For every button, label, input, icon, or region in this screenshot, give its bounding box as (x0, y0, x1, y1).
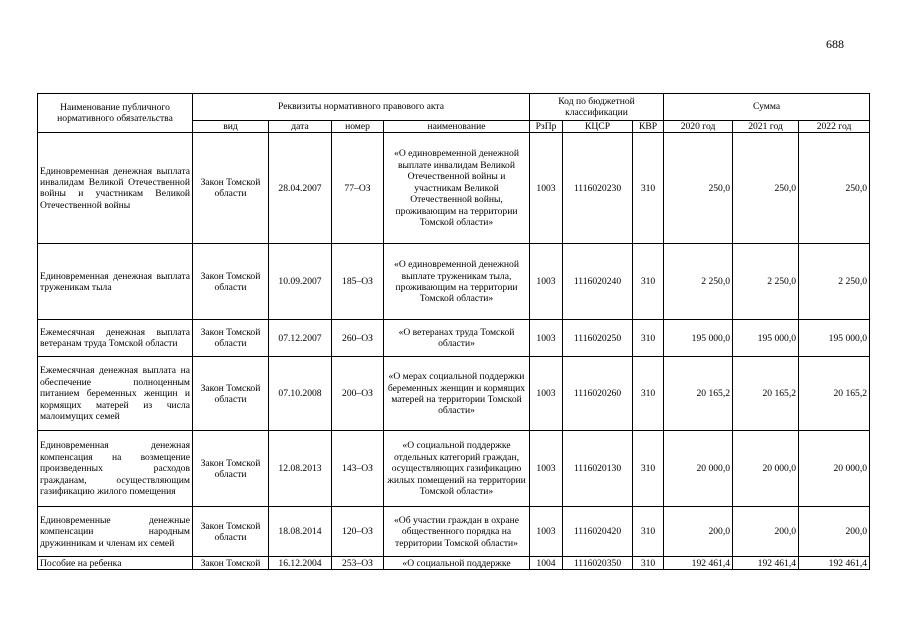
sum-2020-cell: 250,0 (664, 133, 733, 244)
kcsr-cell: 1116020230 (563, 133, 633, 244)
rzpr-cell: 1003 (530, 357, 563, 431)
kvr-cell: 310 (633, 357, 664, 431)
sum-2021-cell: 192 461,4 (733, 557, 799, 570)
header-kvr: КВР (633, 121, 664, 133)
act-kind-cell: Закон Томской области (193, 431, 269, 507)
sum-2022-cell: 20 165,2 (799, 357, 870, 431)
sum-2021-cell: 20 165,2 (733, 357, 799, 431)
act-kind-cell: Закон Томской области (193, 357, 269, 431)
act-number-cell: 185–ОЗ (332, 244, 384, 320)
header-act-group: Реквизиты нормативного правового акта (193, 94, 530, 121)
obligation-cell: Пособие на ребенка (38, 557, 193, 570)
budget-obligations-table (37, 93, 870, 570)
kcsr-cell: 1116020260 (563, 357, 633, 431)
rzpr-cell: 1004 (530, 557, 563, 570)
table-row (38, 244, 870, 320)
kcsr-cell: 1116020420 (563, 507, 633, 557)
act-kind-cell: Закон Томской области (193, 133, 269, 244)
sum-2020-cell: 200,0 (664, 507, 733, 557)
sum-2020-cell: 20 165,2 (664, 357, 733, 431)
header-name: наименование (384, 121, 530, 133)
sum-2022-cell: 20 000,0 (799, 431, 870, 507)
kcsr-cell: 1116020240 (563, 244, 633, 320)
sum-2021-cell: 200,0 (733, 507, 799, 557)
header-2021: 2021 год (733, 121, 799, 133)
rzpr-cell: 1003 (530, 244, 563, 320)
sum-2020-cell: 195 000,0 (664, 320, 733, 357)
kvr-cell: 310 (633, 431, 664, 507)
sum-2021-cell: 20 000,0 (733, 431, 799, 507)
header-2022: 2022 год (799, 121, 870, 133)
act-name-cell: «О социальной поддержке отдельных категорий граждан, осуществляющих газификацию жилых помещений на территории Томской области» (384, 431, 530, 507)
table-row (38, 357, 870, 431)
act-name-cell: «Об участии граждан в охране общественного порядка на территории Томской области» (384, 507, 530, 557)
obligation-cell: Единовременная денежная компенсация на возмещение произведенных расходов гражданам, осуществляющим газификацию жилого помещения (38, 431, 193, 507)
sum-2020-cell: 20 000,0 (664, 431, 733, 507)
act-kind-cell: Закон Томской области (193, 507, 269, 557)
sum-2022-cell: 250,0 (799, 133, 870, 244)
obligation-cell: Единовременная денежная выплата инвалидам Великой Отечественной войны и участникам Великой Отечественной войны (38, 133, 193, 244)
obligation-cell: Ежемесячная денежная выплата ветеранам труда Томской области (38, 320, 193, 357)
rzpr-cell: 1003 (530, 133, 563, 244)
sum-2021-cell: 195 000,0 (733, 320, 799, 357)
header-kcsr: КЦСР (563, 121, 633, 133)
sum-2021-cell: 250,0 (733, 133, 799, 244)
kvr-cell: 310 (633, 244, 664, 320)
table-row (38, 320, 870, 357)
act-date-cell: 10.09.2007 (269, 244, 332, 320)
sum-2022-cell: 2 250,0 (799, 244, 870, 320)
act-kind-cell: Закон Томской области (193, 320, 269, 357)
header-kind: вид (193, 121, 269, 133)
table-row (38, 557, 870, 570)
header-2020: 2020 год (664, 121, 733, 133)
act-number-cell: 77–ОЗ (332, 133, 384, 244)
act-date-cell: 12.08.2013 (269, 431, 332, 507)
act-kind-cell: Закон Томской (193, 557, 269, 570)
act-date-cell: 18.08.2014 (269, 507, 332, 557)
kcsr-cell: 1116020350 (563, 557, 633, 570)
kcsr-cell: 1116020130 (563, 431, 633, 507)
act-number-cell: 143–ОЗ (332, 431, 384, 507)
obligation-cell: Ежемесячная денежная выплата на обеспечение полноценным питанием беременных женщин и кормящих матерей из числа малоимущих семей (38, 357, 193, 431)
rzpr-cell: 1003 (530, 431, 563, 507)
header-number: номер (332, 121, 384, 133)
act-date-cell: 07.12.2007 (269, 320, 332, 357)
act-name-cell: «О единовременной денежной выплате труженикам тыла, проживающим на территории Томской области» (384, 244, 530, 320)
kcsr-cell: 1116020250 (563, 320, 633, 357)
obligation-cell: Единовременные денежные компенсации народным дружинникам и членам их семей (38, 507, 193, 557)
sum-2020-cell: 192 461,4 (664, 557, 733, 570)
rzpr-cell: 1003 (530, 507, 563, 557)
act-kind-cell: Закон Томской области (193, 244, 269, 320)
rzpr-cell: 1003 (530, 320, 563, 357)
sum-2022-cell: 195 000,0 (799, 320, 870, 357)
table-row (38, 133, 870, 244)
act-number-cell: 200–ОЗ (332, 357, 384, 431)
act-name-cell: «О мерах социальной поддержки беременных женщин и кормящих матерей на территории Томской области» (384, 357, 530, 431)
table-row (38, 431, 870, 507)
act-number-cell: 260–ОЗ (332, 320, 384, 357)
kvr-cell: 310 (633, 133, 664, 244)
table-row (38, 507, 870, 557)
act-name-cell: «О единовременной денежной выплате инвалидам Великой Отечественной войны и участникам Великой Отечественной войны, проживающим на территории Томской области» (384, 133, 530, 244)
act-number-cell: 120–ОЗ (332, 507, 384, 557)
act-date-cell: 28.04.2007 (269, 133, 332, 244)
kvr-cell: 310 (633, 557, 664, 570)
act-date-cell: 16.12.2004 (269, 557, 332, 570)
sum-2022-cell: 192 461,4 (799, 557, 870, 570)
act-name-cell: «О ветеранах труда Томской области» (384, 320, 530, 357)
page-number: 688 (826, 37, 844, 51)
header-rzpr: РзПр (530, 121, 563, 133)
header-code-group: Код по бюджетной классификации (530, 94, 664, 121)
act-date-cell: 07.10.2008 (269, 357, 332, 431)
header-date: дата (269, 121, 332, 133)
header-obligation: Наименование публичного нормативного обязательства (38, 94, 193, 133)
sum-2020-cell: 2 250,0 (664, 244, 733, 320)
kvr-cell: 310 (633, 320, 664, 357)
sum-2021-cell: 2 250,0 (733, 244, 799, 320)
obligation-cell: Единовременная денежная выплата труженикам тыла (38, 244, 193, 320)
sum-2022-cell: 200,0 (799, 507, 870, 557)
act-name-cell: «О социальной поддержке (384, 557, 530, 570)
header-sum-group: Сумма (664, 94, 870, 121)
kvr-cell: 310 (633, 507, 664, 557)
act-number-cell: 253–ОЗ (332, 557, 384, 570)
